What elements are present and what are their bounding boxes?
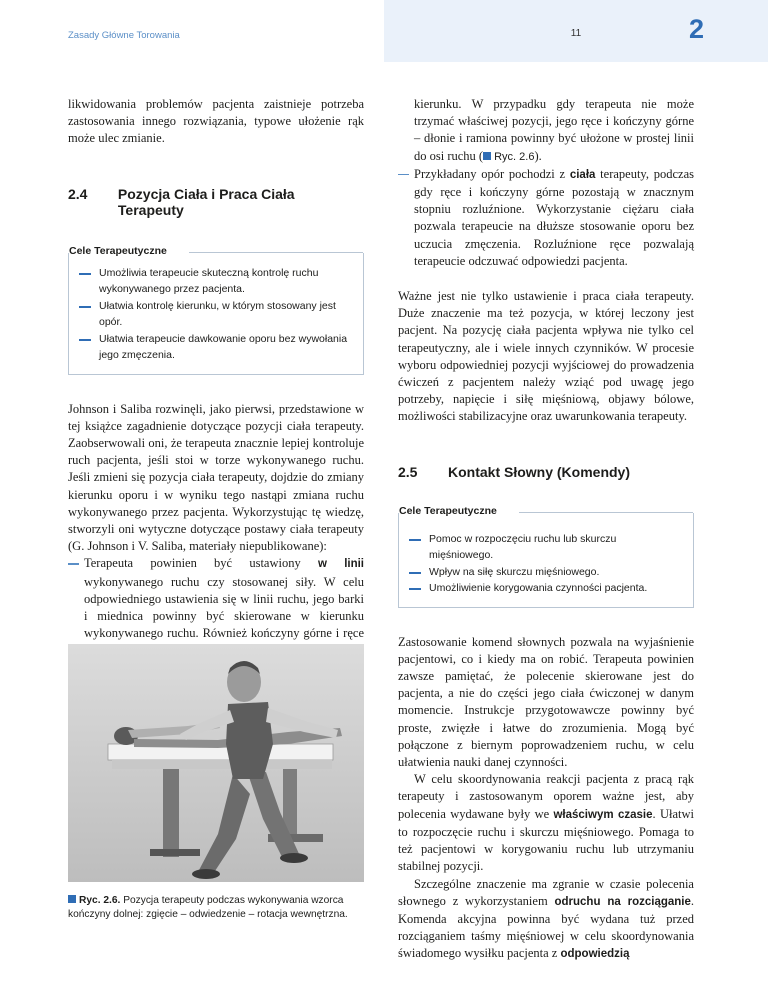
box-top-rule — [189, 252, 363, 253]
bold-term: odpowiedzią — [560, 948, 630, 961]
paragraph-verbal-commands: Zastosowanie komend słownych pozwala na wyjaśnienie pacjentowi, co i kiedy ma on robić. Terapeuta powinien zawsze pamiętać, że polecenie skierowane jest do pacjenta, a nie do części jego ciała ćwiczonej w danym momencie. Instrukcje przygotowawcze powinny być proste, zwięzłe i łatwe do zrozumienia. Mogą być połączone z biernym poprowadzeniem ruchu, w celu ułatwienia nauki danej czynności. — [398, 634, 694, 770]
figure-caption-text: Pozycja terapeuty podczas wykonywania wzorca kończyny dolnej: zgięcie – odwiedzenie – rotacja wewnętrzna. — [68, 895, 348, 920]
bold-term: odruchu na rozciąganie — [554, 895, 691, 908]
page-number: 11 — [570, 28, 582, 39]
goals-box — [398, 504, 694, 608]
goal-item: Ułatwia kontrolę kierunku, w którym stosowany jest opór. — [79, 298, 353, 331]
dash-icon — [79, 273, 91, 275]
goal-item: Ułatwia terapeucie dawkowanie oporu bez wywołania jego zmęczenia. — [79, 331, 353, 364]
section-number: 2.4 — [68, 185, 88, 202]
goal-item: Umożliwia terapeucie skuteczną kontrolę ruchu wykonywanego przez pacjenta. — [79, 265, 353, 298]
chapter-tab — [384, 0, 768, 62]
paragraph-timing: W celu skoordynowania reakcji pacjenta z pracą rąk terapeuty i zastosowanym oporem ważne jest, aby polecenia wydawane były we właściwym czasie. Ułatwi to rozpoczęcie ruchu i skurczu mięśniowego. Pomaga to też pacjentowi w korygowaniu ruchu lub utrzymaniu stabilnej pozycji. — [398, 772, 694, 874]
running-title: Zasady Główne Torowania — [68, 30, 180, 41]
goals-box-title: Cele Terapeutyczne — [399, 505, 500, 517]
goals-box — [68, 244, 364, 375]
dash-icon — [409, 539, 421, 541]
dash-icon — [79, 306, 91, 308]
dash-icon — [409, 572, 421, 574]
figure-marker-icon — [483, 152, 491, 160]
left-column — [68, 96, 364, 660]
paragraph-patient-position: Ważne jest nie tylko ustawienie i praca ciała terapeuty. Duże znaczenie ma też pozycja, w której leczony jest pacjent. Na pozycję ciała pacjenta wpływa nie tylko cel terapeutyczny, ale i wiele innych czynników. W procesie wyboru odpowiedniej pozycji wyjściowej do prowadzenia ćwiczeń z pacjentem należy wziąć pod uwagę jego potrzeby, napięcie i siłę mięśniową, objawy bólowe, możliwości stabilizacyjne oraz uwarunkowania terapeuty. — [398, 289, 694, 424]
intro-paragraph: likwidowania problemów pacjenta zaistnieje potrzeba zastosowania innego rozwiązania, typowe ułożenie rąk może ulec zmianie. — [68, 97, 364, 146]
dash-icon — [79, 339, 91, 341]
section-title: Pozycja Ciała i Praca Ciała Terapeuty — [117, 185, 295, 218]
chapter-number: 2 — [688, 14, 704, 44]
box-top-rule — [519, 512, 693, 513]
dash-icon — [409, 588, 421, 590]
figure-reference[interactable]: Ryc. 2.6 — [494, 150, 535, 163]
paragraph-stretch-reflex: Szczególne znaczenie ma zgranie w czasie polecenia słownego z wykorzystaniem odruchu na rozciąganie. Komenda akcyjna powinna być wydana tuż przed rozciąganiem taśmy mięśniowej w celu skoordynowania świadomego wysiłku pacjenta z odpowiedzią — [398, 876, 695, 961]
bold-term: właściwym czasie — [553, 808, 653, 821]
guideline-item: Przykładany opór pochodzi z ciała terapeuty, podczas gdy ręce i kończyny górne pozostają w znacznym stopniu rozluźnione. Wykorzystanie ciężaru ciała pozwala terapeucie na dłuższe stosowanie oporu bez uczucia zmęczenia. Rozluźnione ręce pozwalają terapeucie odczuwać odpowiedzi pacjenta. — [398, 166, 694, 270]
dash-icon — [68, 563, 79, 565]
goals-box-title: Cele Terapeutyczne — [69, 245, 170, 257]
section-number: 2.5 — [398, 463, 418, 480]
section-heading-2-5 — [398, 464, 694, 480]
paragraph-johnson-saliba: Johnson i Saliba rozwinęli, jako pierwsi, przedstawione w tej książce zagadnienie dotyczące pozycji ciała terapeuty. Zaobserwowali oni, że terapeuta znacznie lepiej kontroluje ruch pacjenta, jeśli stoi w torze wykonywanego ruchu. Jeśli zmieni się pozycja ciała terapeuty, dojdzie do zmiany kierunku oporu i w wyniku tego nastąpi zmiana ruchu wykonywanego przez pacjenta. Wykorzystując tę wiedzę, stworzyli oni wytyczne dotyczące postawy ciała terapeuty (G. Johnson i V. Saliba, materiały niepublikowane): — [68, 401, 364, 554]
dash-icon — [398, 174, 409, 176]
bold-term: w linii — [317, 558, 364, 571]
section-title: Kontakt Słowny (Komendy) — [448, 463, 631, 480]
right-column — [398, 96, 694, 964]
figure-caption — [68, 894, 364, 922]
section-heading-2-4 — [68, 186, 364, 218]
goals-list — [79, 265, 353, 364]
guideline-item: Terapeuta powinien być ustawiony w linii wykonywanego ruchu czy stosowanej siły. W celu odpowiedniego ustawienia się w linii ruchu, jego barki i miednica powinny być skierowane w kierunku wykonywanego ruchu. Również kończyny górne i ręce — [68, 555, 364, 659]
guideline-list-continued — [398, 96, 694, 270]
figure-marker-icon — [68, 895, 76, 903]
figure-label: Ryc. 2.6. — [79, 895, 121, 906]
bold-term: ciała — [569, 168, 596, 181]
goal-item: Umożliwienie korygowania czynności pacjenta. — [409, 580, 683, 597]
guideline-item-continued: kierunku. W przypadku gdy terapeuta nie może trzymać właściwej pozycji, jego ręce i kończyny górne – dłonie i ramiona powinny być ułożone w prostej linii do osi ruchu ( Ryc. 2.6). — [414, 97, 694, 163]
therapist-photo — [68, 644, 364, 882]
goals-list — [409, 525, 683, 597]
goal-item: Pomoc w rozpoczęciu ruchu lub skurczu mięśniowego. — [409, 531, 683, 564]
goal-item: Wpływ na siłę skurczu mięśniowego. — [409, 564, 683, 581]
